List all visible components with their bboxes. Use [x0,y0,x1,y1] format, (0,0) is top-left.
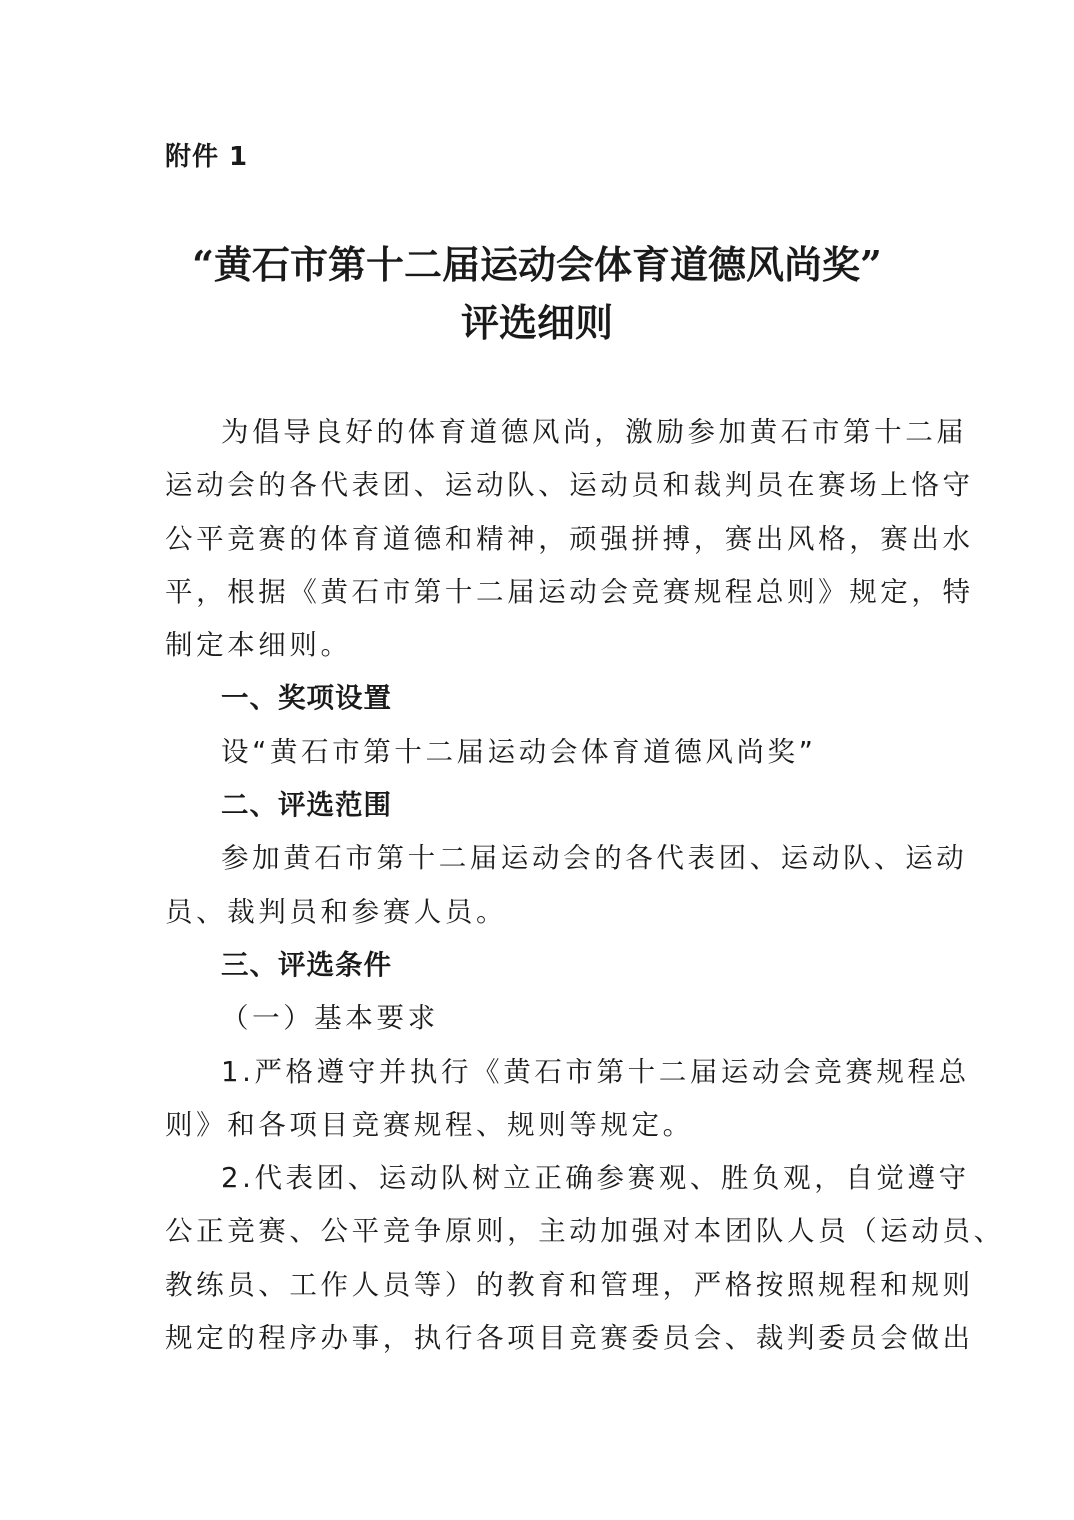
section-heading: 三、评选条件 [221,948,392,981]
paragraph-line: 制定本细则。 [165,629,352,662]
document-title: “黄石市第十二届运动会体育道德风尚奖” [192,242,882,287]
paragraph-line: 参加黄石市第十二届运动会的各代表团、运动队、运动 [221,842,968,875]
attachment-label: 附件 1 [165,142,249,172]
paragraph-line: 公正竞赛、公平竞争原则，主动加强对本团队人员（运动员、 [165,1215,1005,1248]
document-body [165,406,1005,1365]
paragraph-line: 平，根据《黄石市第十二届运动会竞赛规程总则》规定，特 [165,575,974,608]
paragraph-line: 规定的程序办事，执行各项目竞赛委员会、裁判委员会做出 [165,1322,974,1355]
paragraph-line: 员、裁判员和参赛人员。 [165,895,508,928]
document-title-line-2: 评选细则 [460,300,613,345]
section-heading: 一、奖项设置 [221,682,392,715]
paragraph-line: 设“黄石市第十二届运动会体育道德风尚奖” [221,735,817,768]
paragraph-line: 为倡导良好的体育道德风尚，激励参加黄石市第十二届 [221,416,968,448]
paragraph-line: 则》和各项目竞赛规程、规则等规定。 [165,1108,694,1141]
paragraph-line: 教练员、工作人员等）的教育和管理，严格按照规程和规则 [165,1268,974,1301]
paragraph-line: 2.代表团、运动队树立正确参赛观、胜负观，自觉遵守 [221,1162,970,1195]
paragraph-line: 1.严格遵守并执行《黄石市第十二届运动会竞赛规程总 [221,1055,970,1088]
paragraph-line: 公平竞赛的体育道德和精神，顽强拼搏，赛出风格，赛出水 [165,522,974,555]
section-heading: 二、评选范围 [221,789,392,822]
paragraph-line: 运动会的各代表团、运动队、运动员和裁判员在赛场上恪守 [165,469,974,502]
subsection-heading: （一）基本要求 [221,1002,439,1035]
